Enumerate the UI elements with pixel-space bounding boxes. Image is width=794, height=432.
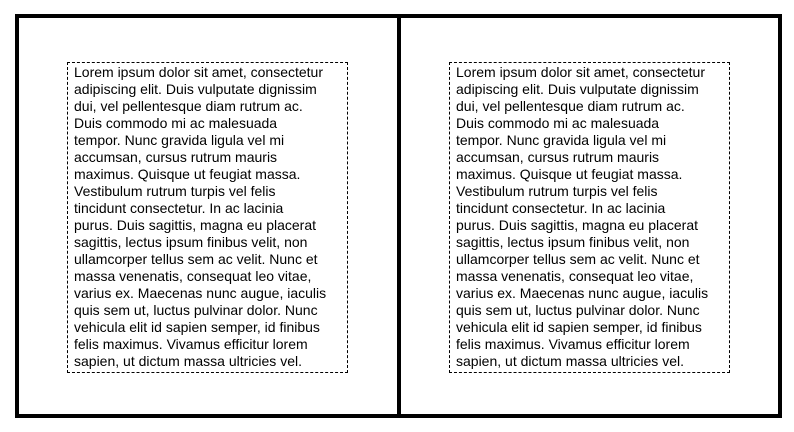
text-line: accumsan, cursus rutrum mauris [74, 149, 278, 165]
text-line: sapien, ut dictum massa ultricies vel. [456, 353, 684, 369]
text-line: vehicula elit id sapien semper, id finibus [456, 319, 702, 335]
text-line: tincidunt consectetur. In ac lacinia [456, 200, 666, 216]
text-line: massa venenatis, consequat leo vitae, [74, 268, 312, 284]
left-panel [15, 14, 401, 418]
text-line: sagittis, lectus ipsum finibus velit, non [74, 234, 308, 250]
text-line: accumsan, cursus rutrum mauris [456, 149, 660, 165]
text-line: tempor. Nunc gravida ligula vel mi [456, 132, 667, 148]
text-line: dui, vel pellentesque diam rutrum ac. [74, 98, 303, 114]
text-line: massa venenatis, consequat leo vitae, [456, 268, 694, 284]
left-text-box [67, 62, 348, 373]
text-line: tincidunt consectetur. In ac lacinia [74, 200, 284, 216]
text-line: sagittis, lectus ipsum finibus velit, non [456, 234, 690, 250]
text-line: maximus. Quisque ut feugiat massa. [456, 166, 683, 182]
text-line: adipiscing elit. Duis vulputate dignissim [456, 81, 699, 97]
text-line: purus. Duis sagittis, magna eu placerat [74, 217, 317, 233]
text-line: Duis commodo mi ac malesuada [456, 115, 660, 131]
text-line: ullamcorper tellus sem ac velit. Nunc et [74, 251, 318, 267]
text-line: dui, vel pellentesque diam rutrum ac. [456, 98, 685, 114]
text-line: quis sem ut, luctus pulvinar dolor. Nunc [74, 302, 318, 318]
text-line: ullamcorper tellus sem ac velit. Nunc et [456, 251, 700, 267]
right-text-box [449, 62, 730, 373]
text-line: Vestibulum rutrum turpis vel felis [74, 183, 276, 199]
text-line: varius ex. Maecenas nunc augue, iaculis [74, 285, 327, 301]
right-panel [397, 14, 782, 418]
text-line: vehicula elit id sapien semper, id finibus [74, 319, 320, 335]
text-line: quis sem ut, luctus pulvinar dolor. Nunc [456, 302, 700, 318]
text-line: Duis commodo mi ac malesuada [74, 115, 278, 131]
text-line: felis maximus. Vivamus efficitur lorem [456, 336, 690, 352]
text-line: purus. Duis sagittis, magna eu placerat [456, 217, 699, 233]
text-line: felis maximus. Vivamus efficitur lorem [74, 336, 308, 352]
text-line: Lorem ipsum dolor sit amet, consectetur [456, 64, 705, 80]
text-line: Lorem ipsum dolor sit amet, consectetur [74, 64, 323, 80]
text-line: Vestibulum rutrum turpis vel felis [456, 183, 658, 199]
text-line: adipiscing elit. Duis vulputate dignissim [74, 81, 317, 97]
text-line: sapien, ut dictum massa ultricies vel. [74, 353, 302, 369]
text-line: varius ex. Maecenas nunc augue, iaculis [456, 285, 709, 301]
text-line: maximus. Quisque ut feugiat massa. [74, 166, 301, 182]
text-line: tempor. Nunc gravida ligula vel mi [74, 132, 285, 148]
